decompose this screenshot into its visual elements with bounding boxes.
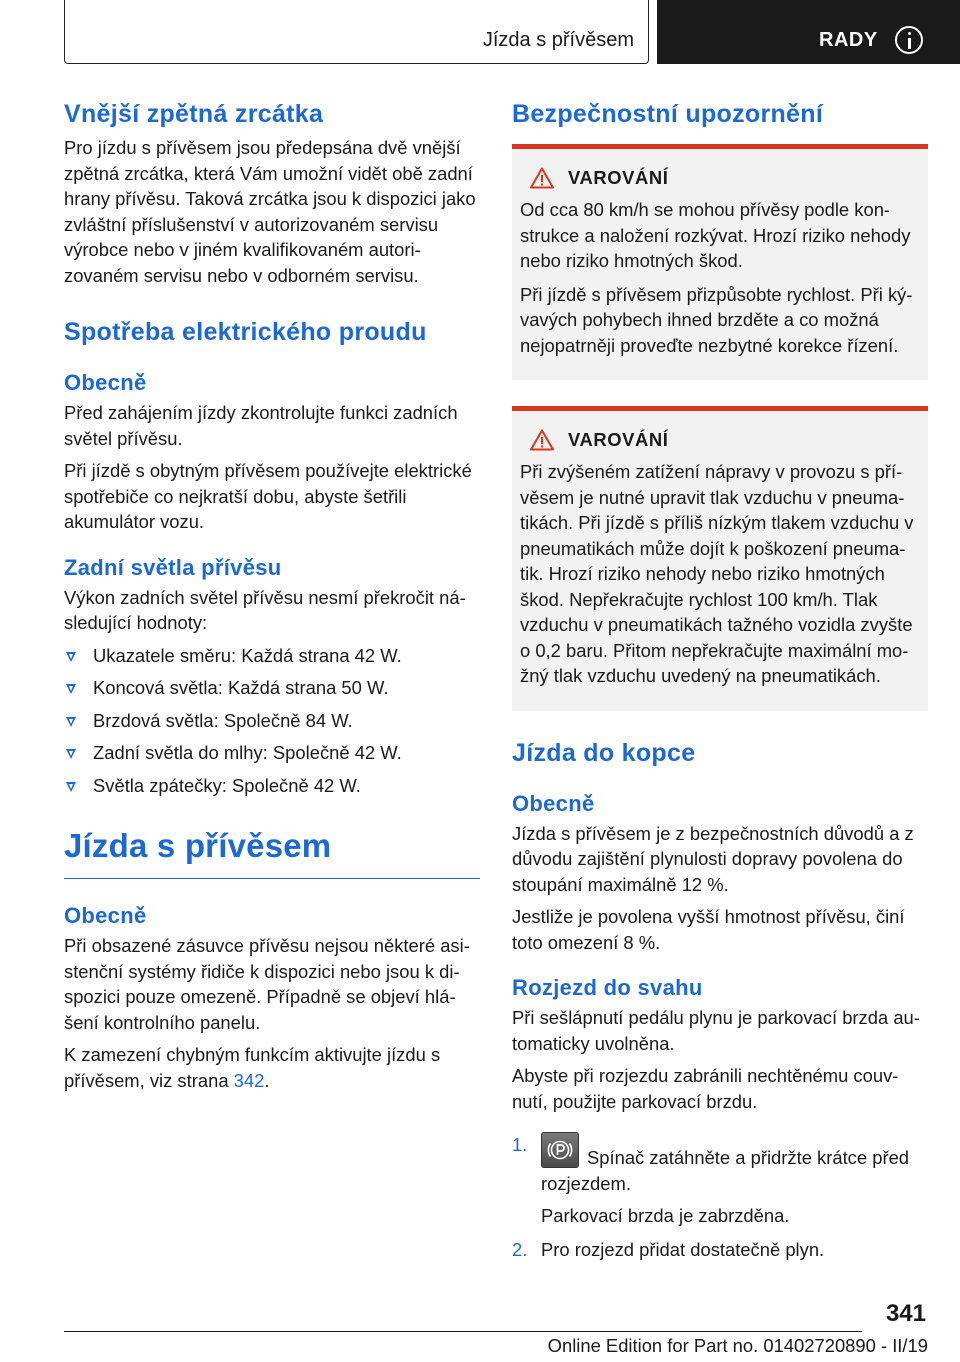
list-item xyxy=(512,1237,928,1263)
warning-text: Při zvýšeném zatížení nápravy v provozu s přívěsem je nutné upravit tlak vzduchu v pneumatikách. Při jízdě s příliš nízkým tlakem vzduchu v pneumatikách může dojít k poškození pneumatik. Hrozí riziko nehody nebo riziko hmotných škod. Nepřekračujte rychlost 100 km/h. Tlak vzduchu v pneumatikách tažného vozidla zvyšte o 0,2 baru. Přitom nepřekračujte maximální možný tlak vzduchu uvedený na pneumatikách. xyxy=(520,461,914,686)
step-note: Parkovací brzda je zabrzděna. xyxy=(541,1205,790,1226)
step-text: Spínač zatáhněte a přidržte krátce před rozjezdem. xyxy=(541,1147,910,1194)
list-item: Brzdová světla: Společně 84 W. xyxy=(64,708,480,734)
triangle-bullet-icon xyxy=(66,684,76,694)
hill-paragraph-1: Jízda s přívěsem je z bezpečnostních důvodů a z důvodu zajištění plynulosti dopravy povolena do stoupání maximálně 12 %. xyxy=(512,822,914,895)
warning-box-1 xyxy=(512,144,928,380)
triangle-bullet-icon xyxy=(66,782,76,792)
hill-paragraph-2: Jestliže je povolena vyšší hmotnost přívěsu, činí toto omezení 8 %. xyxy=(512,906,905,953)
warning-text: Od cca 80 km/h se mohou přívěsy podle konstrukce a naložení rozkývat. Hrozí riziko nehody nebo riziko hmotných škod. xyxy=(520,199,911,271)
lights-intro: Výkon zadních světel přívěsu nesmí překročit následující hodnoty: xyxy=(64,586,466,633)
power-general-heading: Obecně xyxy=(64,370,147,395)
hill-start-heading: Rozjezd do svahu xyxy=(512,975,703,1000)
hill-paragraph-3: Při sešlápnutí pedálu plynu je parkovací brzda automaticky uvolněna. xyxy=(512,1007,920,1054)
step-number: 2. xyxy=(512,1238,528,1260)
section-header xyxy=(657,0,960,64)
step-number: 1. xyxy=(512,1134,528,1155)
lights-list xyxy=(64,643,480,799)
page-number: 341 xyxy=(885,1300,926,1327)
power-paragraph-2: Při jízdě s obytným přívěsem používejte elektrické spotřebiče co nejkratší dobu, abyste šetřili akumulátor vozu. xyxy=(64,460,472,532)
trailer-paragraph-1: Při obsazené zásuvce přívěsu nejsou některé asistenční systémy řidiče k dispozici nebo jsou k dispozici pouze omezeně. Případně se objeví hlášení kontrolního panelu. xyxy=(64,935,470,1033)
power-heading: Spotřeba elektrického proudu xyxy=(64,318,427,346)
hill-general-heading: Obecně xyxy=(512,790,595,816)
trailer-heading: Jízda s přívěsem xyxy=(64,827,332,864)
hill-heading: Jízda do kopce xyxy=(512,738,696,767)
list-item xyxy=(512,1132,928,1196)
steps-list xyxy=(512,1132,928,1196)
page-reference-link[interactable]: 342 xyxy=(233,1069,265,1091)
heading-divider xyxy=(64,878,480,879)
parking-brake-icon xyxy=(541,1132,579,1168)
warning-box-2 xyxy=(512,406,928,711)
footer-divider xyxy=(64,1331,862,1332)
step-text: Pro rozjezd přidat dostatečně plyn. xyxy=(541,1238,825,1260)
list-item: Zadní světla do mlhy: Společně 42 W. xyxy=(64,740,480,766)
trailer-general-heading: Obecně xyxy=(64,903,147,928)
list-item: Ukazatele směru: Každá strana 42 W. xyxy=(64,643,480,669)
left-column xyxy=(64,98,480,1100)
warning-triangle-icon xyxy=(530,167,554,189)
safety-heading: Bezpečnostní upozornění xyxy=(512,100,824,128)
triangle-bullet-icon xyxy=(66,652,76,662)
hill-paragraph-4: Abyste při rozjezdu zabránili nechtěnému couvnutí, použijte parkovací brzdu. xyxy=(512,1065,899,1112)
power-paragraph-1: Před zahájením jízdy zkontrolujte funkci zadních světel přívěsu. xyxy=(64,402,458,449)
mirrors-paragraph: Pro jízdu s přívěsem jsou předepsána dvě vnější zpětná zrcátka, která Vám umožní vidět obě zadní hrany přívěsu. Taková zrcátka jsou k dispozici jako zvláštní příslušenství v autorizovaném servisu výrobce nebo v jiném kvalifikovaném autorizovaném servisu nebo v odborném servisu. xyxy=(64,137,476,286)
list-item: Světla zpátečky: Společně 42 W. xyxy=(64,773,480,799)
trailer-paragraph-2: K zamezení chybným funkcím aktivujte jízdu s přívěsem, viz strana 342. xyxy=(64,1044,441,1091)
warning-label: VAROVÁNÍ xyxy=(568,429,669,450)
warning-text: Při jízdě s přívěsem přizpůsobte rychlost. Při kývavých pohybech ihned brzděte a co možná nejopatrněji proveďte nezbytné korekce řízení. xyxy=(520,283,913,356)
steps-list-continued xyxy=(512,1237,928,1263)
chapter-title: Jízda s přívěsem xyxy=(482,29,634,51)
triangle-bullet-icon xyxy=(66,717,76,727)
info-icon xyxy=(895,26,923,54)
footer-edition: Online Edition for Part no. 01402720890 - II/19 xyxy=(547,1335,928,1356)
list-item: Koncová světla: Každá strana 50 W. xyxy=(64,675,480,701)
mirrors-heading: Vnější zpětná zrcátka xyxy=(64,100,324,128)
warning-label: VAROVÁNÍ xyxy=(568,167,669,188)
triangle-bullet-icon xyxy=(66,749,76,759)
header-tab xyxy=(64,0,649,64)
right-column xyxy=(512,98,928,1269)
lights-heading: Zadní světla přívěsu xyxy=(64,554,282,580)
warning-triangle-icon xyxy=(530,429,554,451)
section-label: RADY xyxy=(819,29,878,51)
